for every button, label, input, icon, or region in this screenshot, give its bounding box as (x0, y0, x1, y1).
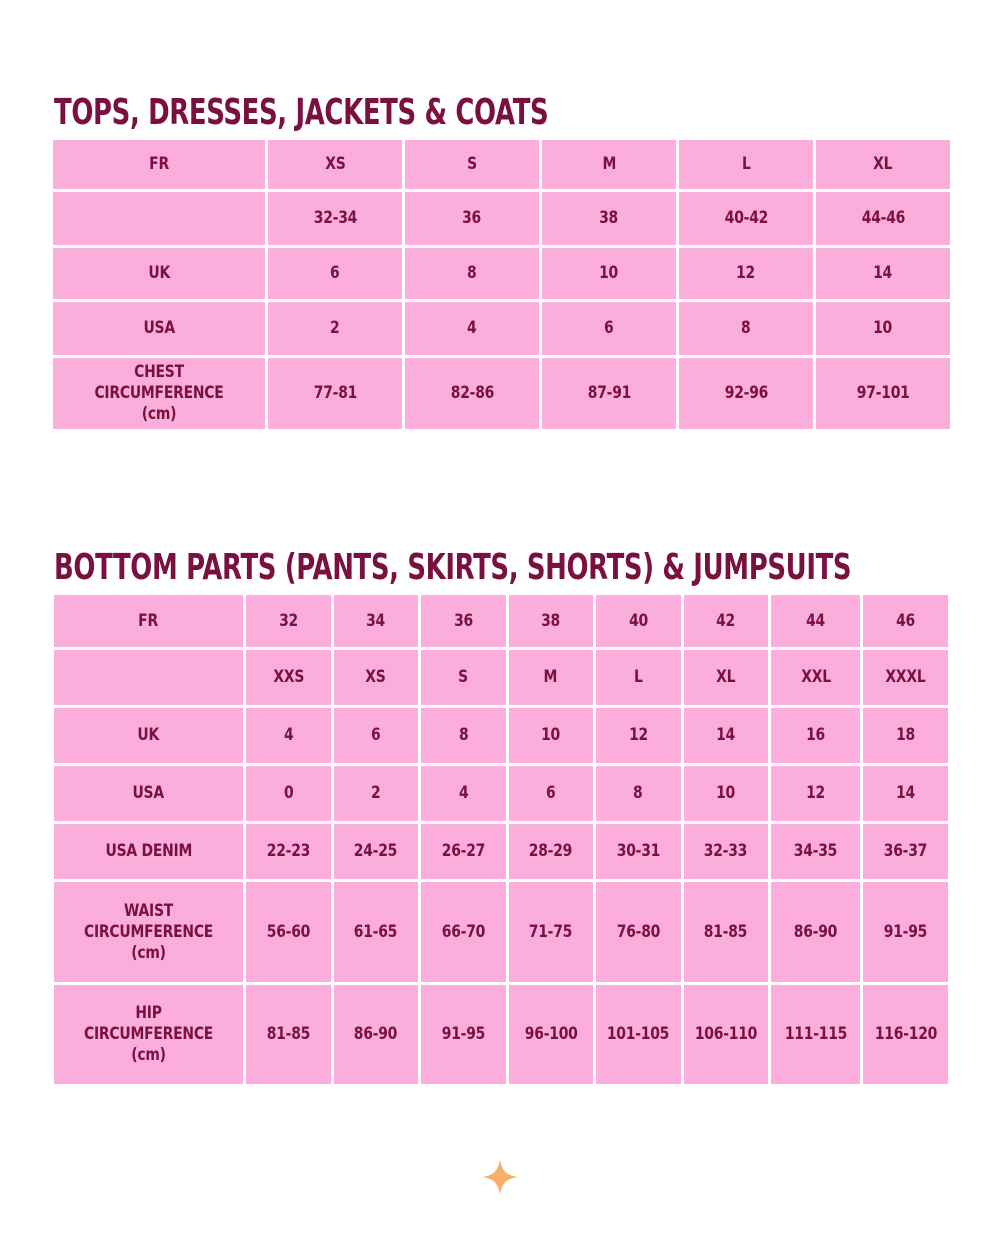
cell-value: 36 (462, 208, 482, 228)
bottoms-size-cell (771, 650, 861, 705)
tops-size-cell (679, 140, 813, 189)
tops-table-row (53, 140, 950, 189)
cell-value: XXXL (885, 667, 926, 687)
bottoms-size-cell (246, 766, 330, 821)
tops-size-cell (542, 302, 676, 355)
tops-size-cell (405, 248, 539, 299)
bottoms-size-cell (509, 595, 593, 647)
cell-value: 32-34 (313, 208, 357, 228)
cell-value: 32-33 (704, 841, 748, 861)
cell-value: 97-101 (856, 383, 910, 403)
row-label: WAIST CIRCUMFERENCE (cm) (83, 900, 214, 963)
bottoms-size-cell (596, 824, 680, 879)
cell-value: S (467, 154, 477, 174)
bottoms-size-cell (421, 766, 505, 821)
bottoms-size-cell (509, 882, 593, 982)
cell-value: 82-86 (450, 383, 494, 403)
cell-value: 38 (541, 610, 561, 631)
tops-section-title: TOPS, DRESSES, JACKETS & COATS (54, 92, 549, 133)
cell-value: 66-70 (441, 921, 485, 942)
tops-size-cell (405, 302, 539, 355)
bottoms-size-cell (684, 650, 768, 705)
cell-value: 6 (546, 783, 556, 803)
bottoms-size-cell (509, 824, 593, 879)
cell-value: XS (324, 154, 346, 174)
cell-value: 8 (741, 318, 751, 338)
bottoms-size-cell (509, 766, 593, 821)
cell-value: 86-90 (354, 1024, 398, 1044)
tops-size-cell (405, 140, 539, 189)
bottoms-size-cell (771, 595, 861, 647)
tops-row-header-cell (53, 140, 265, 189)
cell-value: 81-85 (266, 1024, 310, 1044)
cell-value: 101-105 (607, 1024, 670, 1044)
row-label: FR (149, 154, 169, 174)
bottoms-size-cell (246, 595, 330, 647)
bottoms-size-cell (246, 985, 330, 1084)
cell-value: L (633, 667, 643, 687)
bottoms-size-cell (246, 708, 330, 763)
cell-value: 91-95 (884, 921, 928, 942)
bottoms-size-cell (771, 708, 861, 763)
cell-value: 40 (628, 610, 648, 631)
cell-value: 87-91 (587, 383, 631, 403)
cell-value: 56-60 (266, 921, 310, 942)
bottoms-table-row (54, 708, 948, 763)
cell-value: 12 (806, 783, 826, 803)
cell-value: 6 (604, 318, 614, 338)
cell-value: XL (716, 667, 736, 687)
cell-value: 22-23 (266, 841, 310, 861)
tops-size-cell (542, 358, 676, 429)
cell-value: 38 (599, 208, 619, 228)
sparkle-icon (481, 1158, 519, 1196)
bottoms-section-title: BOTTOM PARTS (PANTS, SKIRTS, SHORTS) & JUMPSUITS (54, 547, 852, 588)
row-label: FR (138, 610, 159, 631)
bottoms-size-cell (334, 824, 418, 879)
cell-value: 10 (716, 783, 736, 803)
tops-size-cell (268, 302, 402, 355)
bottoms-size-cell (334, 985, 418, 1084)
cell-value: 4 (458, 783, 469, 803)
tops-size-cell (816, 302, 950, 355)
bottoms-size-cell (771, 766, 861, 821)
cell-value: 8 (458, 725, 469, 745)
bottoms-size-cell (596, 708, 680, 763)
cell-value: 34-35 (794, 841, 838, 861)
bottoms-size-cell (771, 985, 861, 1084)
bottoms-size-cell (334, 595, 418, 647)
tops-size-cell (816, 192, 950, 245)
bottoms-table-row (54, 595, 948, 647)
bottoms-size-cell (684, 595, 768, 647)
bottoms-size-cell (246, 650, 330, 705)
row-label: USA DENIM (105, 841, 192, 861)
bottoms-size-cell (421, 650, 505, 705)
tops-size-cell (679, 248, 813, 299)
bottoms-size-cell (334, 882, 418, 982)
cell-value: 91-95 (441, 1024, 485, 1044)
row-label: USA (143, 318, 175, 338)
bottoms-size-cell (246, 882, 330, 982)
row-label: HIP CIRCUMFERENCE (cm) (83, 1003, 214, 1065)
tops-table-row (53, 358, 950, 429)
tops-size-table (50, 137, 953, 432)
cell-value: 18 (896, 725, 916, 745)
bottoms-size-cell (334, 766, 418, 821)
cell-value: 4 (283, 725, 294, 745)
tops-table-row (53, 248, 950, 299)
cell-value: 10 (873, 318, 893, 338)
bottoms-size-cell (334, 650, 418, 705)
cell-value: 4 (467, 318, 477, 338)
cell-value: 36 (453, 610, 473, 631)
bottoms-table-row (54, 882, 948, 982)
tops-size-cell (816, 248, 950, 299)
bottoms-size-cell (421, 882, 505, 982)
bottoms-size-cell (421, 824, 505, 879)
cell-value: 8 (467, 263, 477, 283)
cell-value: 116-120 (874, 1024, 937, 1044)
tops-row-header-cell (53, 248, 265, 299)
cell-value: 10 (541, 725, 561, 745)
tops-row-header-cell (53, 302, 265, 355)
bottoms-size-cell (596, 766, 680, 821)
bottoms-size-cell (771, 824, 861, 879)
cell-value: 71-75 (529, 921, 573, 942)
cell-value: M (602, 154, 616, 174)
cell-value: 34 (366, 610, 386, 631)
tops-size-cell (679, 302, 813, 355)
bottoms-size-cell (863, 766, 948, 821)
bottoms-size-cell (421, 985, 505, 1084)
bottoms-size-cell (771, 882, 861, 982)
cell-value: 28-29 (529, 841, 573, 861)
cell-value: L (741, 154, 751, 174)
cell-value: 10 (599, 263, 619, 283)
bottoms-row-header-cell (54, 824, 243, 879)
tops-size-cell (679, 192, 813, 245)
cell-value: 26-27 (441, 841, 485, 861)
cell-value: 92-96 (724, 383, 768, 403)
bottoms-row-header-cell (54, 708, 243, 763)
bottoms-size-cell (863, 824, 948, 879)
bottoms-size-cell (596, 650, 680, 705)
tops-size-cell (268, 248, 402, 299)
cell-value: 86-90 (794, 921, 838, 942)
tops-size-cell (679, 358, 813, 429)
bottoms-size-cell (684, 882, 768, 982)
bottoms-size-cell (863, 708, 948, 763)
cell-value: 2 (371, 783, 381, 803)
cell-value: 61-65 (354, 921, 398, 942)
cell-value: 8 (633, 783, 643, 803)
cell-value: 111-115 (784, 1024, 847, 1044)
bottoms-row-header-cell (54, 595, 243, 647)
cell-value: 40-42 (724, 208, 768, 228)
bottoms-table-row (54, 985, 948, 1084)
row-label: UK (137, 725, 160, 745)
cell-value: 36-37 (884, 841, 928, 861)
row-label: CHEST CIRCUMFERENCE (cm) (94, 362, 224, 424)
bottoms-size-cell (509, 985, 593, 1084)
bottoms-size-cell (863, 985, 948, 1084)
tops-size-cell (816, 140, 950, 189)
bottoms-size-cell (421, 595, 505, 647)
cell-value: S (458, 667, 469, 687)
bottoms-size-cell (334, 708, 418, 763)
cell-value: 24-25 (354, 841, 398, 861)
bottoms-row-header-cell (54, 985, 243, 1084)
cell-value: 46 (896, 610, 916, 631)
bottoms-size-cell (863, 650, 948, 705)
row-label: UK (148, 263, 170, 283)
bottoms-size-cell (509, 650, 593, 705)
bottoms-table-row (54, 650, 948, 705)
cell-value: 14 (873, 263, 893, 283)
bottoms-size-cell (684, 824, 768, 879)
cell-value: 42 (716, 610, 736, 631)
tops-size-cell (542, 192, 676, 245)
cell-value: 76-80 (616, 921, 660, 942)
cell-value: 106-110 (694, 1024, 757, 1044)
cell-value: 12 (736, 263, 756, 283)
bottoms-size-cell (596, 882, 680, 982)
cell-value: 14 (896, 783, 916, 803)
tops-size-cell (405, 192, 539, 245)
row-label: USA (132, 783, 165, 803)
cell-value: 77-81 (313, 383, 357, 403)
bottoms-table-row (54, 824, 948, 879)
bottoms-size-cell (509, 708, 593, 763)
tops-table-row (53, 302, 950, 355)
cell-value: XXL (800, 667, 831, 687)
bottoms-size-cell (863, 595, 948, 647)
bottoms-size-cell (684, 766, 768, 821)
bottoms-row-header-cell (54, 650, 243, 705)
cell-value: XXS (272, 667, 304, 687)
bottoms-size-table (51, 592, 951, 1087)
cell-value: XL (873, 154, 893, 174)
tops-size-cell (268, 140, 402, 189)
cell-value: 44-46 (861, 208, 905, 228)
cell-value: 12 (628, 725, 648, 745)
cell-value: 96-100 (524, 1024, 578, 1044)
cell-value: 32 (278, 610, 298, 631)
cell-value: 30-31 (616, 841, 660, 861)
cell-value: 2 (330, 318, 340, 338)
tops-table-row (53, 192, 950, 245)
bottoms-size-cell (421, 708, 505, 763)
cell-value: XS (365, 667, 386, 687)
cell-value: 16 (806, 725, 826, 745)
bottoms-row-header-cell (54, 766, 243, 821)
cell-value: M (543, 667, 558, 687)
bottoms-size-cell (684, 708, 768, 763)
bottoms-size-cell (863, 882, 948, 982)
cell-value: 6 (371, 725, 381, 745)
cell-value: 44 (806, 610, 826, 631)
bottoms-size-cell (596, 985, 680, 1084)
tops-size-cell (268, 358, 402, 429)
tops-row-header-cell (53, 358, 265, 429)
cell-value: 6 (330, 263, 340, 283)
cell-value: 14 (716, 725, 736, 745)
bottoms-row-header-cell (54, 882, 243, 982)
bottoms-table-row (54, 766, 948, 821)
tops-size-cell (816, 358, 950, 429)
tops-size-cell (542, 248, 676, 299)
tops-row-header-cell (53, 192, 265, 245)
cell-value: 0 (283, 783, 294, 803)
bottoms-size-cell (596, 595, 680, 647)
tops-size-cell (405, 358, 539, 429)
tops-size-cell (268, 192, 402, 245)
bottoms-size-cell (684, 985, 768, 1084)
tops-size-cell (542, 140, 676, 189)
bottoms-size-cell (246, 824, 330, 879)
cell-value: 81-85 (704, 921, 748, 942)
